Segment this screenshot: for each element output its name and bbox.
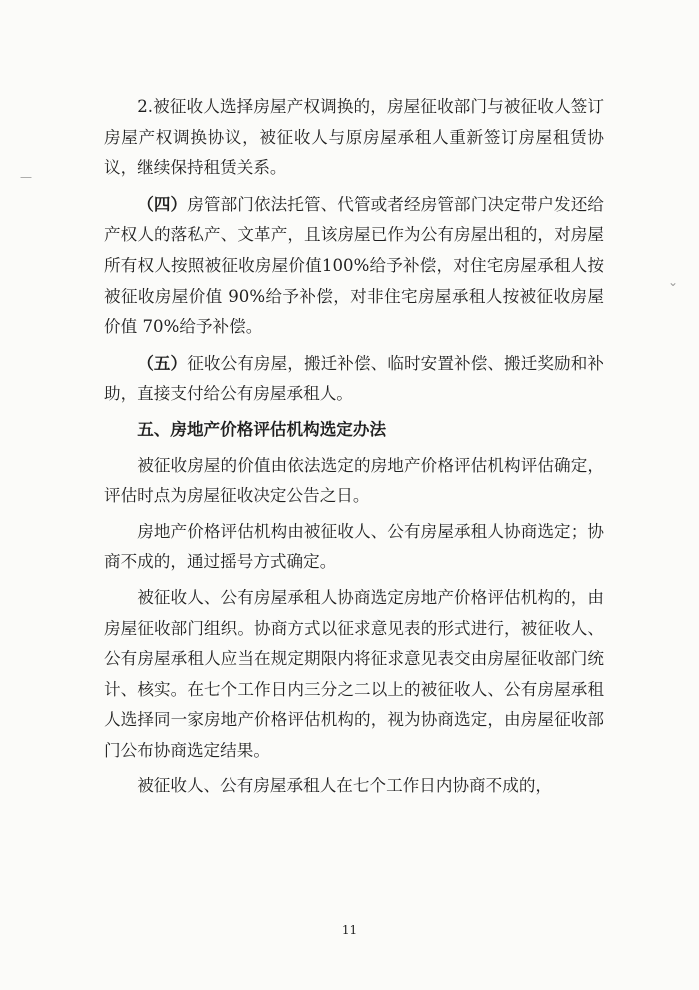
- paragraph-7: [104, 583, 604, 767]
- item-number: （四）: [137, 193, 188, 214]
- paragraph-text: 被征收人、公有房屋承租人在七个工作日内协商不成的，: [137, 776, 553, 796]
- paragraph-text: 2.被征收人选择房屋产权调换的，房屋征收部门与被征收人签订房屋产权调换协议，被征收人与原房屋承租人重新签订房屋租赁协议，继续保持租赁关系。: [104, 97, 604, 178]
- heading-text: 五、房地产价格评估机构选定办法: [137, 419, 387, 439]
- document-body: [104, 92, 604, 807]
- paragraph-text: 房地产价格评估机构由被征收人、公有房屋承租人协商选定；协商不成的，通过摇号方式确定。: [104, 521, 604, 572]
- page-number: 11: [341, 923, 358, 937]
- section-heading: [104, 415, 604, 446]
- paragraph-8: [104, 771, 604, 802]
- paragraph-6: [104, 517, 604, 578]
- paragraph-text: 征收公有房屋，搬迁补偿、临时安置补偿、搬迁奖励和补助，直接支付给公有房屋承租人。: [104, 353, 605, 404]
- scan-mark-left: —: [20, 170, 32, 184]
- paragraph-5: [104, 451, 604, 512]
- scan-mark-right: ⌄: [668, 275, 679, 289]
- paragraph-text: 被征收房屋的价值由依法选定的房地产价格评估机构评估确定，评估时点为房屋征收决定公告之日。: [104, 455, 604, 506]
- paragraph-text: 被征收人、公有房屋承租人协商选定房地产价格评估机构的，由房屋征收部门组织。协商方式以征求意见表的形式进行，被征收人、公有房屋承租人应当在规定期限内将征求意见表交由房屋征收部门统计、核实。在七个工作日内三分之二以上的被征收人、公有房屋承租人选择同一家房地产价格评估机构的，视为协商选定，由房屋征收部门公布协商选定结果。: [104, 587, 604, 760]
- paragraph-1: [104, 92, 604, 184]
- paragraph-2: [104, 189, 604, 343]
- item-number: （五）: [137, 352, 188, 373]
- paragraph-3: [104, 348, 604, 410]
- paragraph-text: 房管部门依法托管、代管或者经房管部门决定带户发还给产权人的落私产、文革产，且该房屋已作为公有房屋出租的，对房屋所有权人按照被征收房屋价值100%给予补偿，对住宅房屋承租人按被征收房屋价值 90%给予补偿，对非住宅房屋承租人按被征收房屋价值 70%给予补偿。: [104, 194, 605, 337]
